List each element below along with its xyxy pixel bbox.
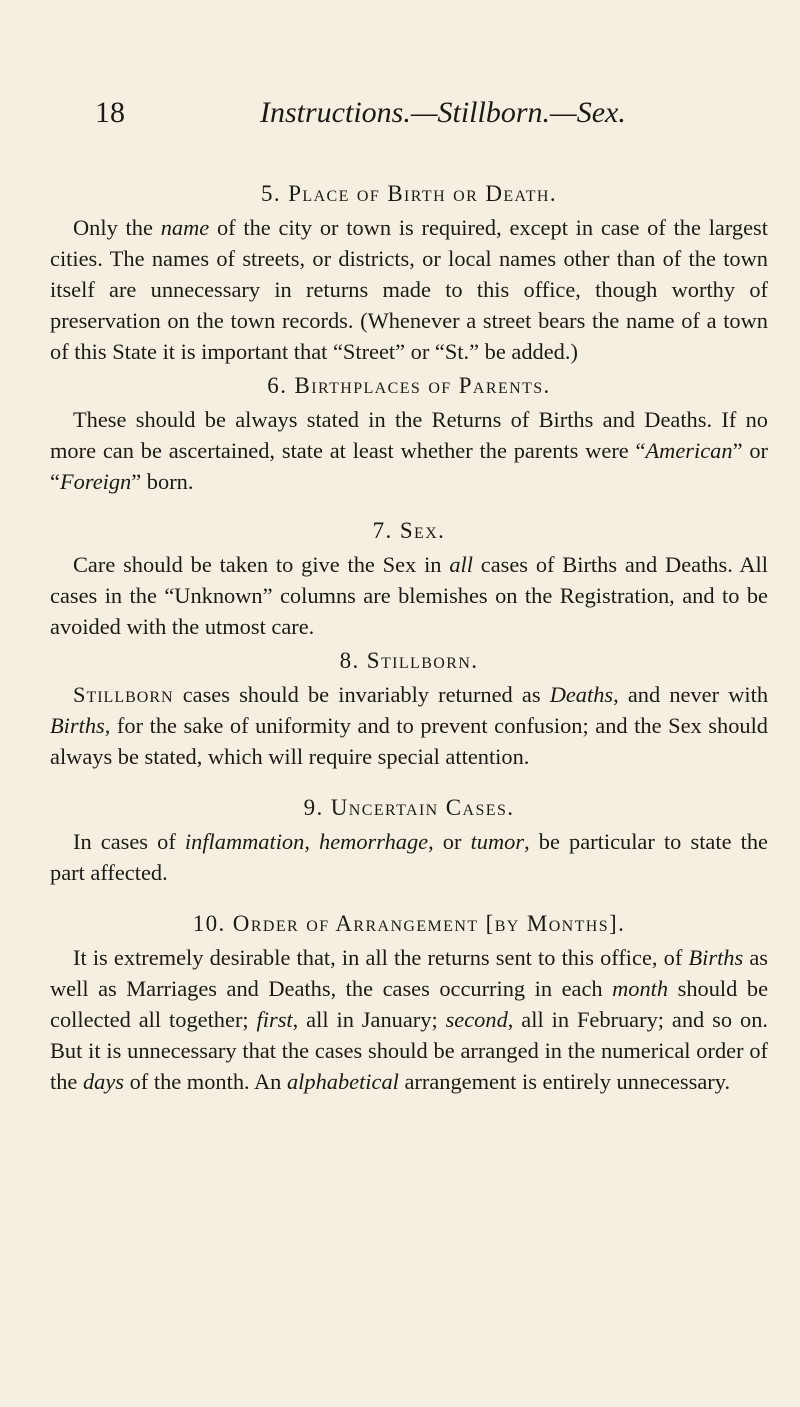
page-header xyxy=(95,96,735,136)
section-8-paragraph: Stillborn cases should be invariably returned as Deaths, and never with Births, for the sake of uniformity and to prevent confusion; and the Sex should always be stated, which will require special attention. xyxy=(50,682,769,769)
section-heading-7: 7. Sex. xyxy=(372,518,446,543)
section-heading-9: 9. Uncertain Cases. xyxy=(303,795,515,820)
section-9-paragraph: In cases of inflammation, hemorrhage, or tumor, be particular to state the part affected. xyxy=(50,829,768,885)
running-title: Instructions.—Stillborn.—Sex. xyxy=(260,96,626,129)
section-10-paragraph: It is extremely desirable that, in all the returns sent to this office, of Births as well as Marriages and Deaths, the cases occurring in each month should be collected all together; first, all in January; second, all in February; and so on. But it is unnecessary that the cases should be arranged in the numerical order of the days of the month. An alphabetical arrangement is entirely unnecessary. xyxy=(50,945,769,1094)
section-5-paragraph: Only the name of the city or town is required, except in case of the largest cities. The names of streets, or districts, or local names other than of the town itself are unnecessary in returns made to this office, though worthy of preservation on the town records. (Whenever a street bears the name of a town of this State it is important that “Street” or “St.” be added.) xyxy=(50,215,768,364)
section-heading-5: 5. Place of Birth or Death. xyxy=(261,181,557,206)
section-heading-10: 10. Order of Arrangement [by Months]. xyxy=(192,911,626,936)
section-6-paragraph: These should be always stated in the Returns of Births and Deaths. If no more can be ascertained, state at least whether the parents were “American” or “Foreign” born. xyxy=(50,407,768,494)
page-number: 18 xyxy=(95,96,125,129)
section-heading-8: 8. Stillborn. xyxy=(339,648,479,673)
page-body xyxy=(50,178,768,1097)
section-7-paragraph: Care should be taken to give the Sex in all cases of Births and Deaths. All cases in the “Unknown” columns are blemishes on the Registration, and to be avoided with the utmost care. xyxy=(50,552,768,639)
section-heading-6: 6. Birthplaces of Parents. xyxy=(267,373,551,398)
